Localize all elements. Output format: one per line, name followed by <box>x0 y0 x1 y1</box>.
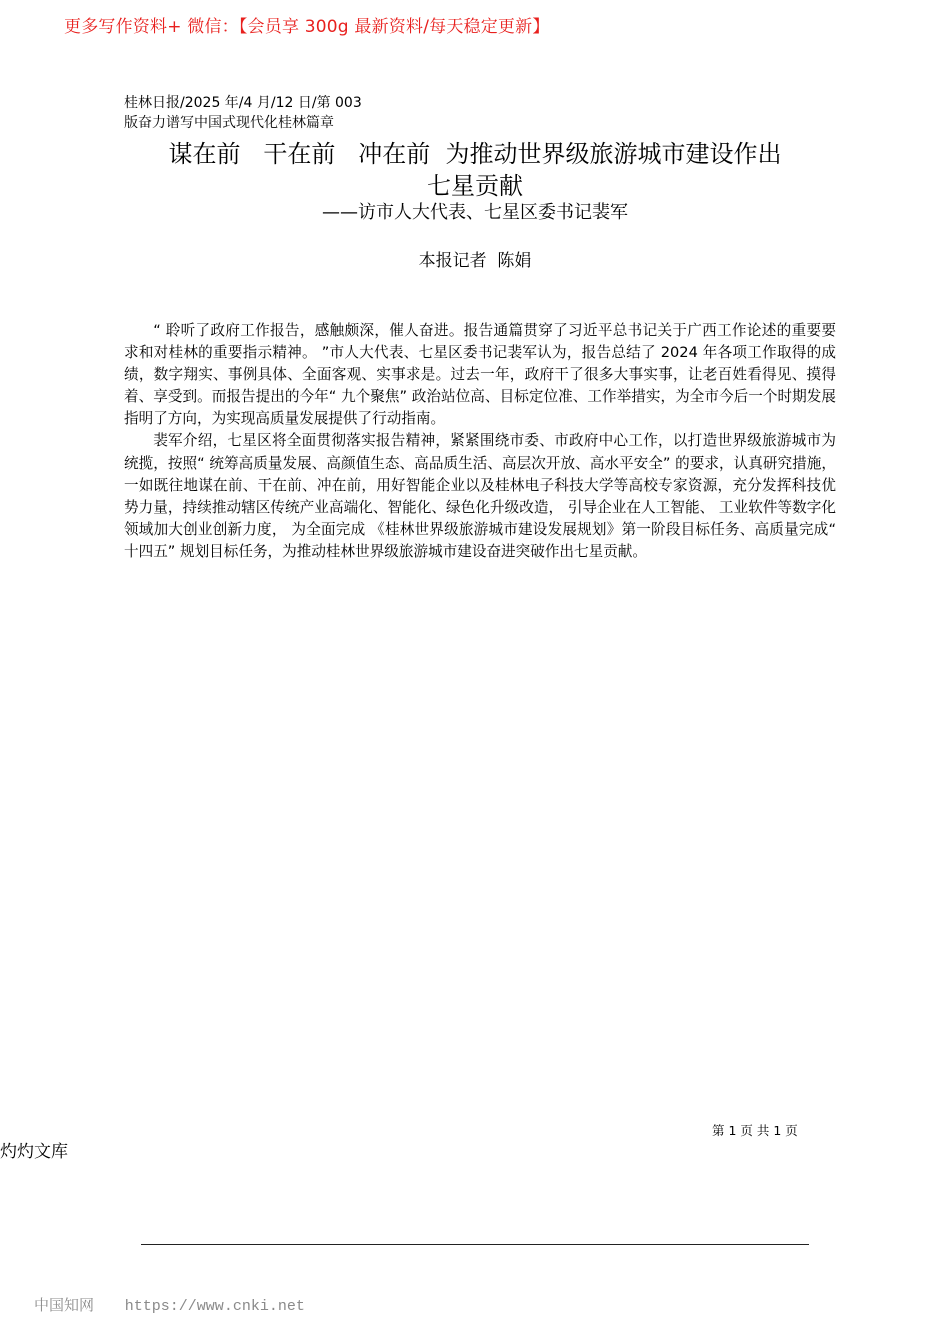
article-source: 桂林日报/2025 年/4 月/12 日/第 003 <box>124 95 362 111</box>
page-number: 第 1 页 共 1 页 <box>712 1123 798 1138</box>
article-body <box>124 320 836 563</box>
article-column: 版奋力谱写中国式现代化桂林篇章 <box>124 115 334 131</box>
article-paragraph: “ 聆听了政府工作报告，感触颇深，催人奋进。报告通篇贯穿了习近平总书记关于广西工作论述的重要要求和对桂林的重要指示精神。 ”市人大代表、七星区委书记裴军认为，报告总结了 2024 年各项工作取得的成绩，数字翔实、事例具体、全面客观、实事求是。过去一年，政府干了很多大事实事，让老百姓看得见、摸得着、享受到。而报告提出的今年“ 九个聚焦” 政治站位高、目标定位准、工作举措实，为全市今后一个时期发展指明了方向，为实现高质量发展提供了行动指南。 <box>124 322 836 428</box>
cnki-footer <box>34 1294 305 1318</box>
headline-line-1: 谋在前 干在前 冲在前 为推动世界级旅游城市建设作出 <box>168 140 782 168</box>
site-watermark: 灼灼文库 <box>0 1142 68 1162</box>
cnki-url-link[interactable]: https://www.cnki.net <box>124 1298 305 1315</box>
article-byline: 本报记者 陈娟 <box>418 251 532 271</box>
cnki-name: 中国知网 <box>34 1296 95 1314</box>
article-paragraph: 裴军介绍，七星区将全面贯彻落实报告精神，紧紧围绕市委、市政府中心工作，以打造世界级旅游城市为统揽，按照“ 统筹高质量发展、高颜值生态、高品质生活、高层次开放、高水平安全” 的要求，认真研究措施，一如既往地谋在前、干在前、冲在前，用好智能企业以及桂林电子科技大学等高校专家资源，充分发挥科技优势力量，持续推动辖区传统产业高端化、智能化、绿色化升级改造， 引导企业在人工智能、 工业软件等数字化领域加大创业创新力度， 为全面完成 《桂林世界级旅游城市建设发展规划》第一阶段目标任务、高质量完成“ 十四五” 规划目标任务，为推动桂林世界级旅游城市建设奋进突破作出七星贡献。 <box>124 432 836 560</box>
footer-divider <box>141 1244 809 1245</box>
article-headline <box>100 138 850 202</box>
headline-line-2: 七星贡献 <box>427 172 523 200</box>
promo-banner: 更多写作资料+ 微信：【会员享 300g 最新资料/每天稳定更新】 <box>64 17 550 37</box>
article-subtitle: ——访市人大代表、七星区委书记裴军 <box>322 202 628 223</box>
